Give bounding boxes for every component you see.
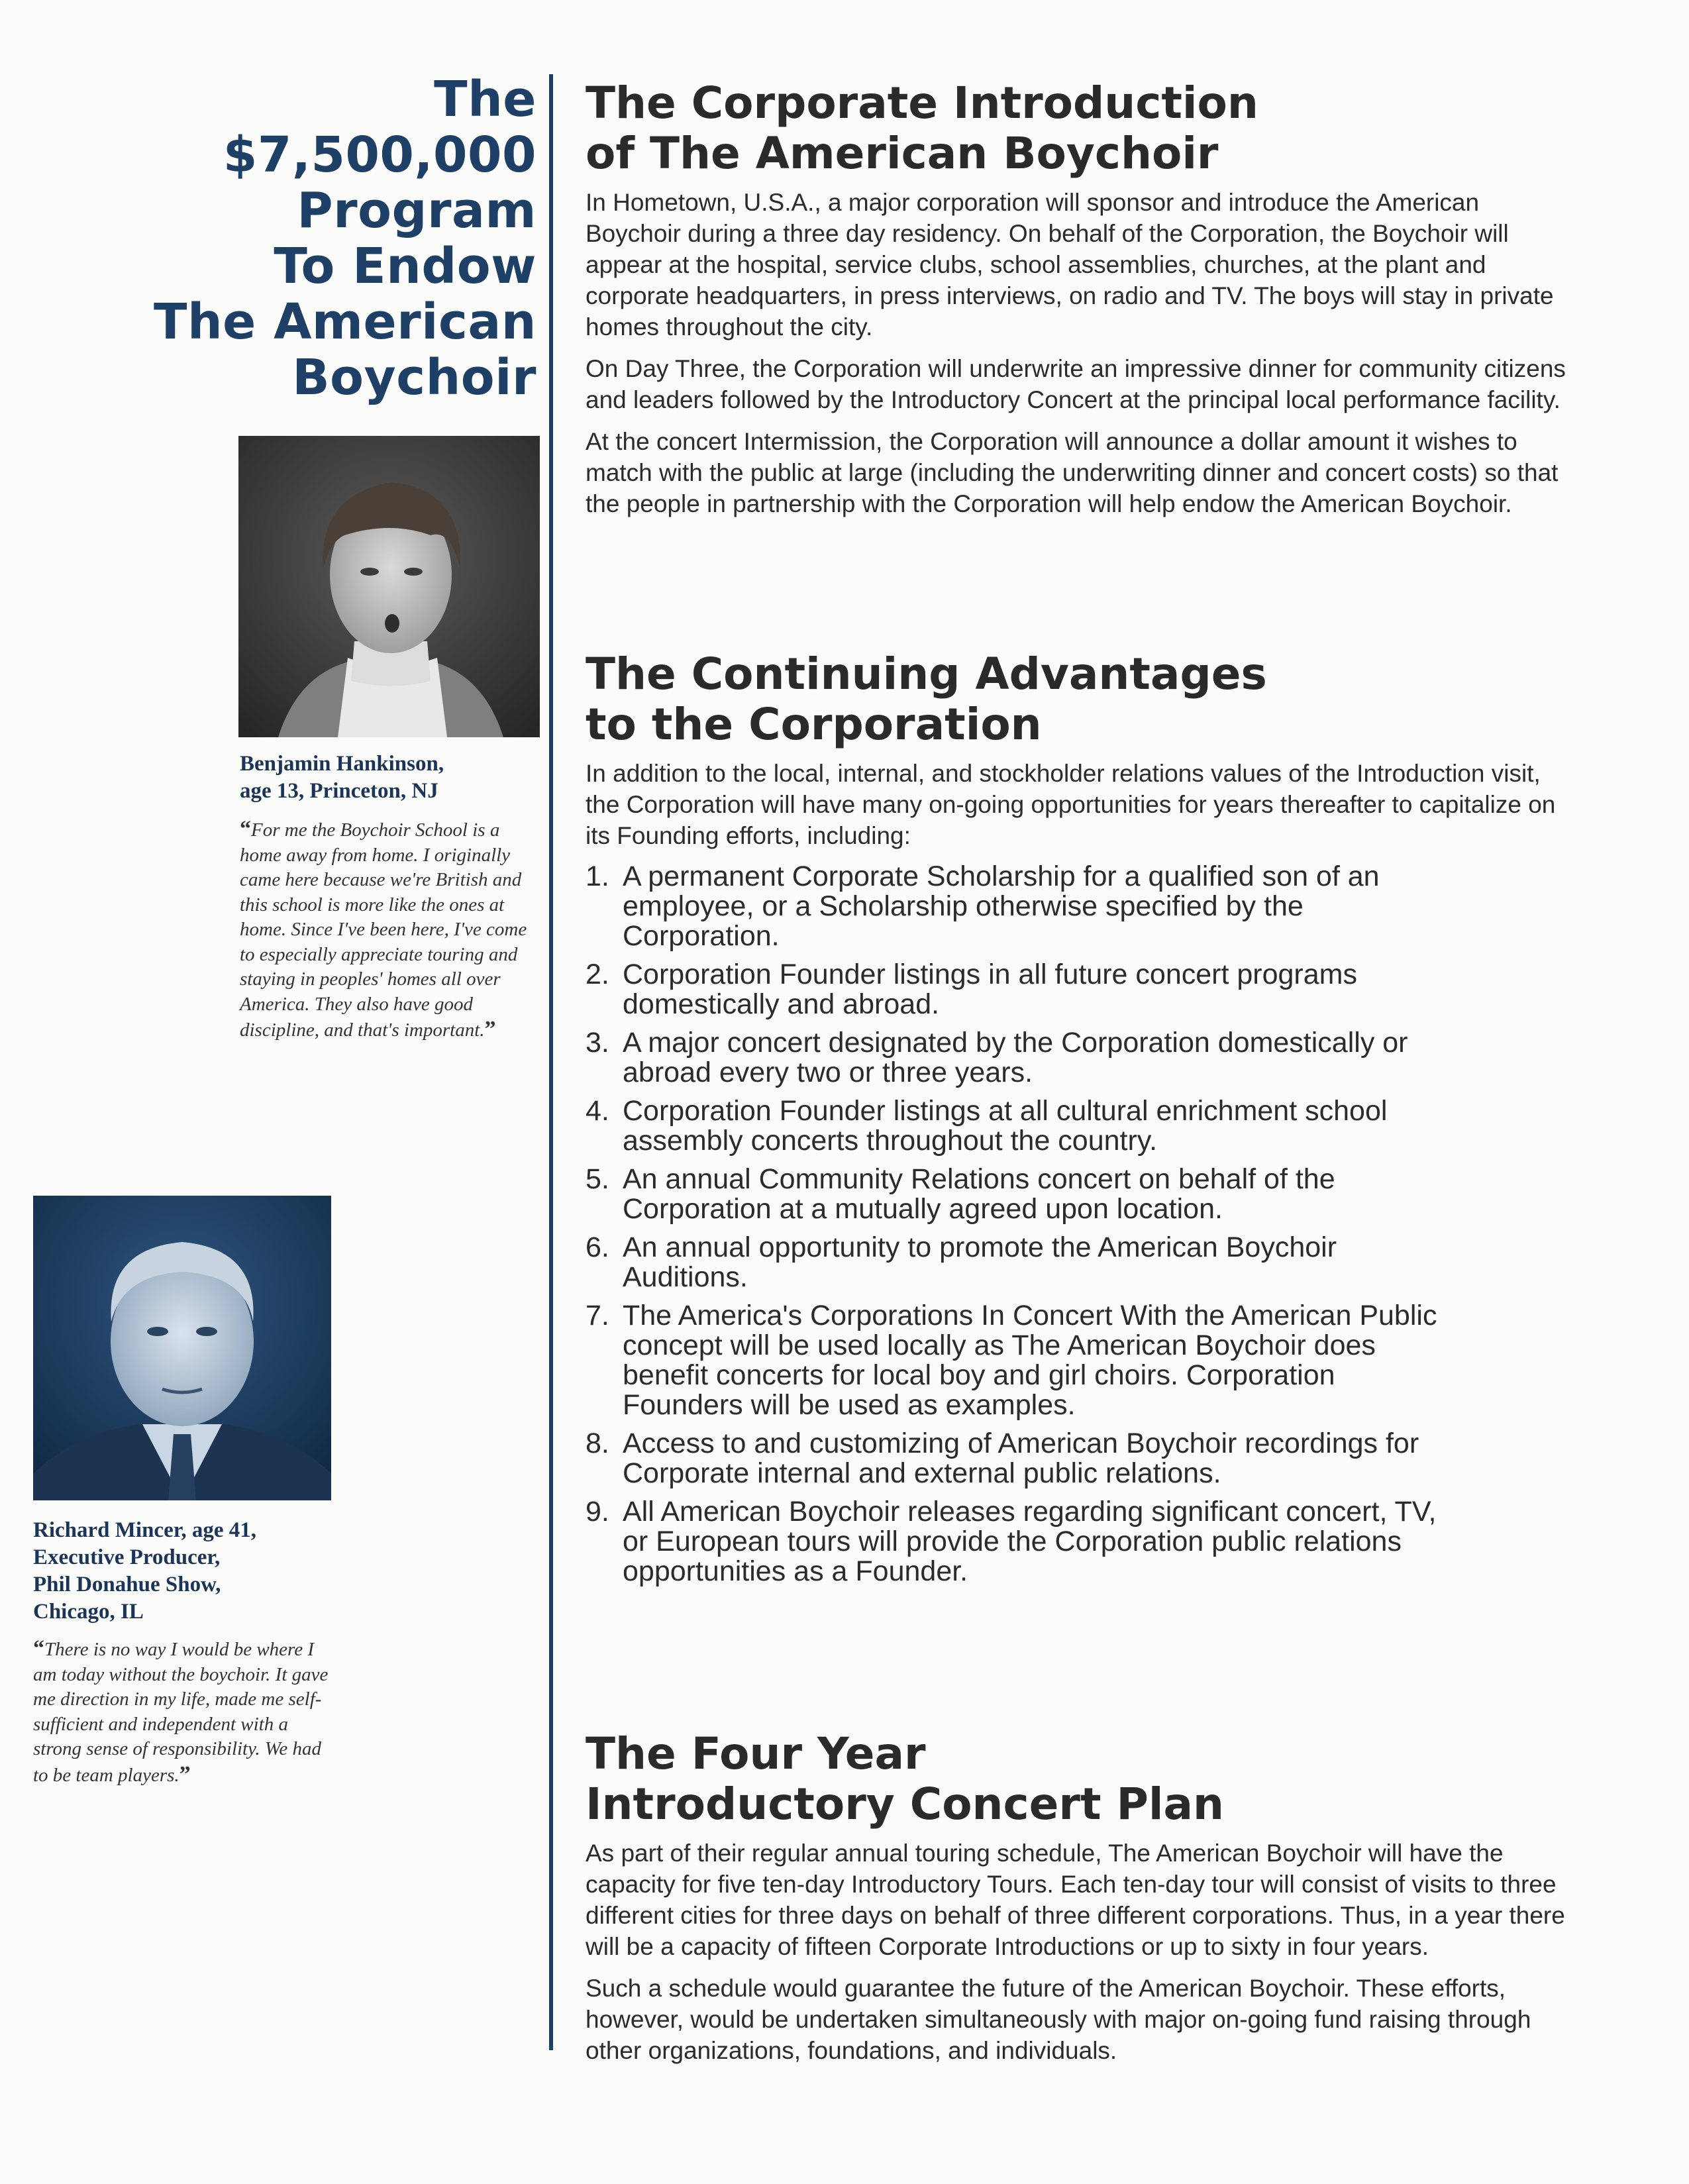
list-number: 7. xyxy=(586,1300,609,1331)
title-line: The Continuing Advantages xyxy=(586,649,1267,700)
caption-line: Executive Producer, xyxy=(33,1545,221,1569)
list-item xyxy=(586,1096,1440,1156)
section-title xyxy=(586,1729,1579,1830)
program-title xyxy=(99,72,537,405)
caption-line: Benjamin Hankinson, xyxy=(240,752,444,776)
title-line: $7,500,000 xyxy=(223,127,537,183)
list-text: An annual Community Relations concert on behalf of the Corporation at a mutually agreed upon location. xyxy=(623,1163,1335,1225)
caption-line: age 13, Princeton, NJ xyxy=(240,779,438,803)
section-title xyxy=(586,78,1579,179)
boy-portrait-photo xyxy=(238,436,540,737)
boy-quote-text: For me the Boychoir School is a home away from home. I originally came here because we're British and this school is more like the ones at home. Since I've been here, I've come to especially appreciate touring and staying in peoples' homes all over America. They also have good discipline, and that's important. xyxy=(240,819,527,1041)
list-item xyxy=(586,1165,1440,1224)
list-number: 8. xyxy=(586,1428,609,1459)
list-number: 1. xyxy=(586,860,609,892)
list-text: All American Boychoir releases regarding significant concert, TV, or European tours will provide the Corporation public relations opportunities as a Founder. xyxy=(623,1496,1437,1587)
man-portrait-image xyxy=(33,1196,331,1500)
title-line: Boychoir xyxy=(292,349,537,406)
open-quote-mark: “ xyxy=(240,817,251,841)
column-divider xyxy=(549,74,553,2050)
list-number: 6. xyxy=(586,1231,609,1263)
title-line: to the Corporation xyxy=(586,699,1042,750)
caption-line: Chicago, IL xyxy=(33,1600,144,1624)
list-number: 3. xyxy=(586,1027,609,1059)
list-item xyxy=(586,1301,1440,1420)
paragraph: As part of their regular annual touring schedule, The American Boychoir will have the capacity for five ten-day Introductory Tours. Each ten-day tour will consist of visits to three different cities for three days on behalf of three different corporations. Thus, in a year there will be a capacity of fifteen Corporate Introductions or up to sixty in four years. xyxy=(586,1840,1565,1960)
list-text: Access to and customizing of American Boychoir recordings for Corporate internal and external public relations. xyxy=(623,1428,1419,1489)
man-quote xyxy=(33,1636,338,1788)
title-line: Program xyxy=(297,182,537,239)
close-quote-mark: ” xyxy=(484,1017,496,1041)
open-quote-mark: “ xyxy=(33,1636,44,1661)
paragraph: On Day Three, the Corporation will underwrite an impressive dinner for community citizens and leaders followed by the Introductory Concert at the principal local performance facility. xyxy=(586,355,1566,413)
paragraph: In addition to the local, internal, and stockholder relations values of the Introduction visit, the Corporation will have many on-going opportunities for years thereafter to capitalize on its Founding efforts, including: xyxy=(586,760,1556,849)
caption-line: Richard Mincer, age 41, xyxy=(33,1518,256,1542)
list-text: An annual opportunity to promote the American Boychoir Auditions. xyxy=(623,1231,1337,1293)
list-text: A permanent Corporate Scholarship for a qualified son of an employee, or a Scholarship otherwise specified by the Corporation. xyxy=(623,860,1380,952)
section-title xyxy=(586,649,1579,750)
section-corporate-introduction xyxy=(586,78,1579,519)
paragraph: Such a schedule would guarantee the future of the American Boychoir. These efforts, however, would be undertaken simultaneously with major on-going fund raising through other organizations, foundations, and individuals. xyxy=(586,1975,1531,2064)
list-item xyxy=(586,1028,1440,1088)
list-number: 5. xyxy=(586,1163,609,1195)
man-quote-text: There is no way I would be where I am today without the boychoir. It gave me direction in my life, made me self-sufficient and independent with a strong sense of responsibility. We had to be team players. xyxy=(33,1639,329,1786)
list-item xyxy=(586,960,1440,1019)
section-continuing-advantages xyxy=(586,649,1579,1595)
list-number: 4. xyxy=(586,1095,609,1127)
paragraph: At the concert Intermission, the Corporation will announce a dollar amount it wishes to match with the public at large (including the underwriting dinner and concert costs) so that the people in partnership with the Corporation will help endow the American Boychoir. xyxy=(586,428,1559,517)
list-text: Corporation Founder listings at all cultural enrichment school assembly concerts throughout the country. xyxy=(623,1095,1388,1157)
list-item xyxy=(586,862,1440,951)
list-text: Corporation Founder listings in all future concert programs domestically and abroad. xyxy=(623,959,1357,1020)
list-number: 9. xyxy=(586,1496,609,1528)
list-text: A major concert designated by the Corporation domestically or abroad every two or three years. xyxy=(623,1027,1408,1088)
advantages-list xyxy=(586,862,1440,1586)
title-line: The Four Year xyxy=(586,1728,926,1779)
man-portrait-photo xyxy=(33,1196,331,1500)
section-four-year-plan xyxy=(586,1729,1579,2066)
title-line: The xyxy=(434,71,537,128)
caption-line: Phil Donahue Show, xyxy=(33,1573,221,1596)
title-line: of The American Boychoir xyxy=(586,128,1219,179)
title-line: The American xyxy=(153,293,537,350)
boy-caption-name xyxy=(240,751,544,805)
title-line: The Corporate Introduction xyxy=(586,78,1258,129)
list-text: The America's Corporations In Concert With the American Public concept will be used locally as The American Boychoir does benefit concerts for local boy and girl choirs. Corporation Founders will be used as examples. xyxy=(623,1300,1437,1421)
man-caption-name xyxy=(33,1517,338,1626)
boy-quote xyxy=(240,817,544,1043)
list-item xyxy=(586,1233,1440,1292)
list-item xyxy=(586,1497,1440,1586)
close-quote-mark: ” xyxy=(179,1761,191,1787)
left-column xyxy=(0,0,550,2184)
paragraph: In Hometown, U.S.A., a major corporation will sponsor and introduce the American Boychoir during a three day residency. On behalf of the Corporation, the Boychoir will appear at the hospital, service clubs, school assemblies, churches, at the plant and corporate headquarters, in press interviews, on radio and TV. The boys will stay in private homes throughout the city. xyxy=(586,189,1554,340)
title-line: Introductory Concert Plan xyxy=(586,1779,1225,1830)
boy-portrait-image xyxy=(238,436,540,737)
list-item xyxy=(586,1429,1440,1488)
list-number: 2. xyxy=(586,959,609,990)
title-line: To Endow xyxy=(274,238,537,295)
